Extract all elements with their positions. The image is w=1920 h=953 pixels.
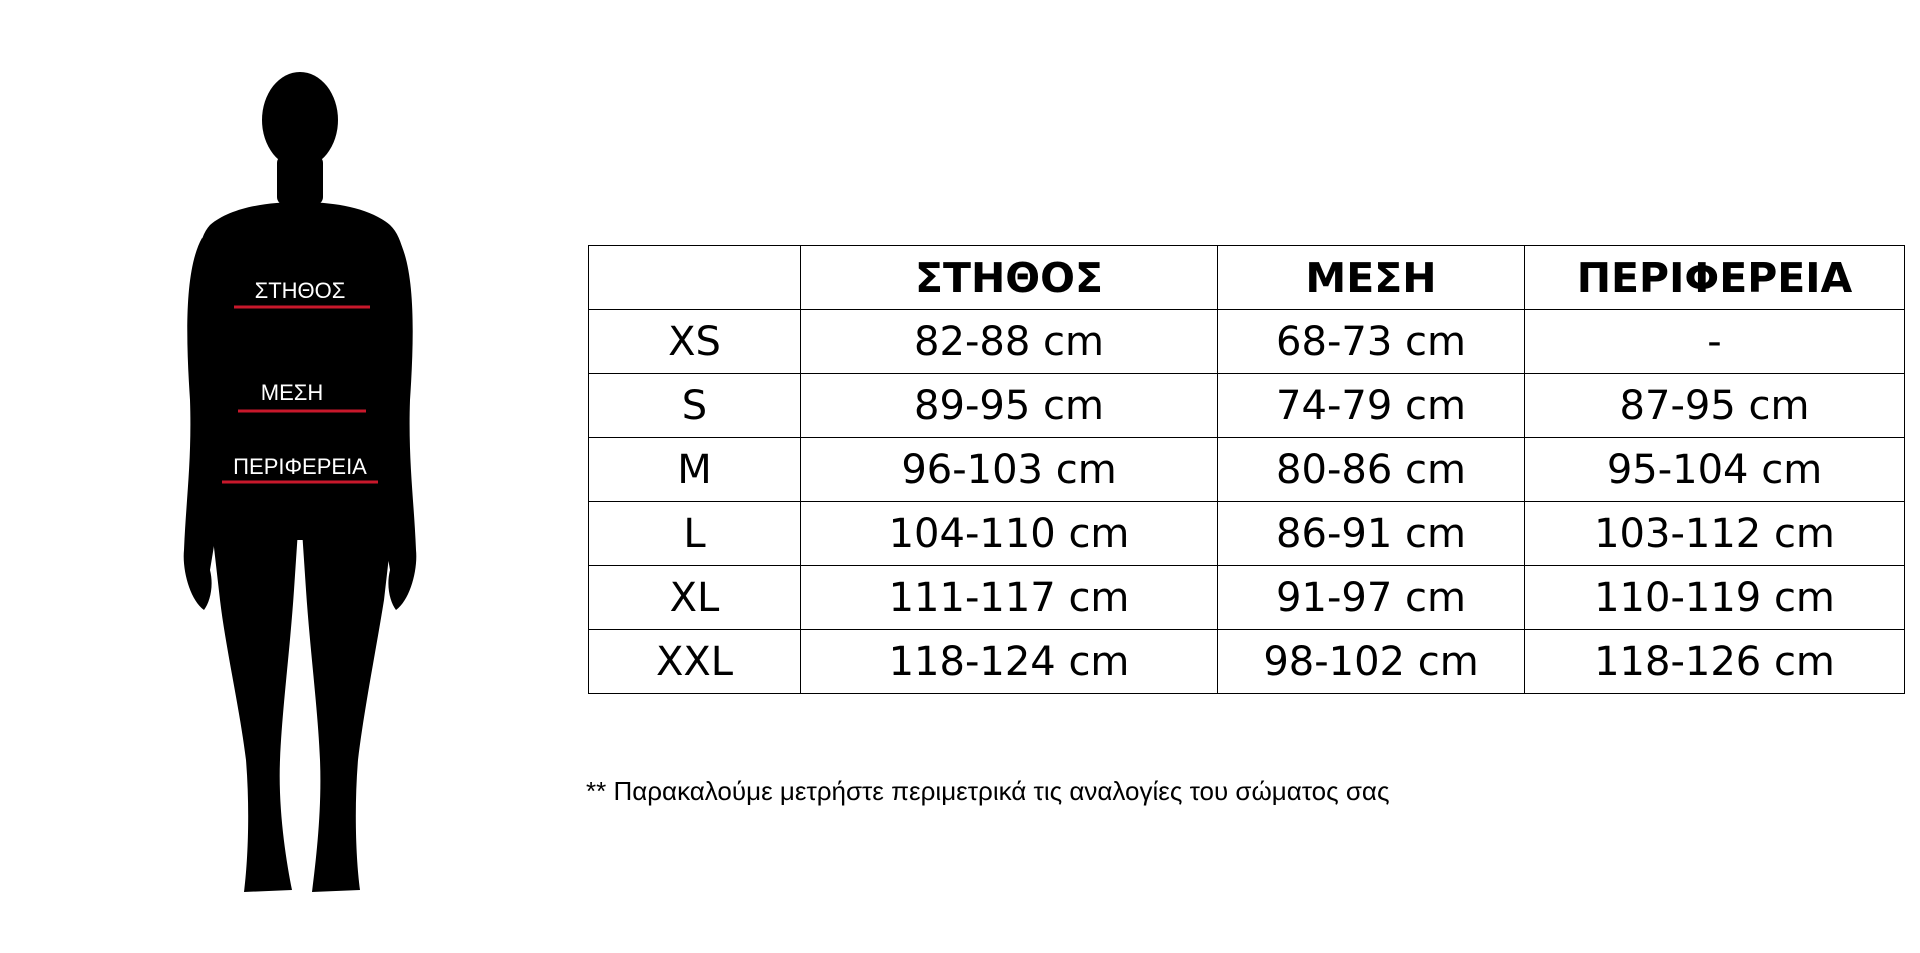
size-cell: XS (589, 310, 801, 374)
table-row (589, 374, 1905, 438)
chest-label: ΣΤΗΘΟΣ (254, 278, 346, 303)
waist-cell: 86-91 cm (1218, 502, 1525, 566)
chest-cell: 89-95 cm (801, 374, 1218, 438)
body-silhouette-icon (160, 70, 460, 910)
measurement-note: ** Παρακαλούμε μετρήστε περιμετρικά τις αναλογίες του σώματος σας (586, 776, 1390, 806)
size-cell: M (589, 438, 801, 502)
waist-label: ΜΕΣΗ (260, 380, 324, 405)
header-waist: ΜΕΣΗ (1218, 246, 1525, 310)
hips-cell: 95-104 cm (1525, 438, 1905, 502)
table-row (589, 630, 1905, 694)
chest-cell: 118-124 cm (801, 630, 1218, 694)
hips-cell: 87-95 cm (1525, 374, 1905, 438)
chest-cell: 82-88 cm (801, 310, 1218, 374)
waist-cell: 80-86 cm (1218, 438, 1525, 502)
waist-cell: 68-73 cm (1218, 310, 1525, 374)
body-silhouette-figure (160, 70, 460, 910)
size-cell: XXL (589, 630, 801, 694)
table-row (589, 438, 1905, 502)
size-cell: L (589, 502, 801, 566)
header-hips: ΠΕΡΙΦΕΡΕΙΑ (1525, 246, 1905, 310)
hips-cell: 103-112 cm (1525, 502, 1905, 566)
size-cell: XL (589, 566, 801, 630)
chest-cell: 96-103 cm (801, 438, 1218, 502)
header-size (589, 246, 801, 310)
waist-cell: 91-97 cm (1218, 566, 1525, 630)
table-row (589, 502, 1905, 566)
hips-label: ΠΕΡΙΦΕΡΕΙΑ (233, 454, 367, 479)
size-cell: S (589, 374, 801, 438)
table-row (589, 566, 1905, 630)
chest-cell: 104-110 cm (801, 502, 1218, 566)
hips-cell: - (1525, 310, 1905, 374)
hips-cell: 110-119 cm (1525, 566, 1905, 630)
header-chest: ΣΤΗΘΟΣ (801, 246, 1218, 310)
chest-cell: 111-117 cm (801, 566, 1218, 630)
hips-cell: 118-126 cm (1525, 630, 1905, 694)
waist-cell: 98-102 cm (1218, 630, 1525, 694)
size-chart-table (588, 245, 1905, 694)
table-header-row (589, 246, 1905, 310)
waist-cell: 74-79 cm (1218, 374, 1525, 438)
table-row (589, 310, 1905, 374)
